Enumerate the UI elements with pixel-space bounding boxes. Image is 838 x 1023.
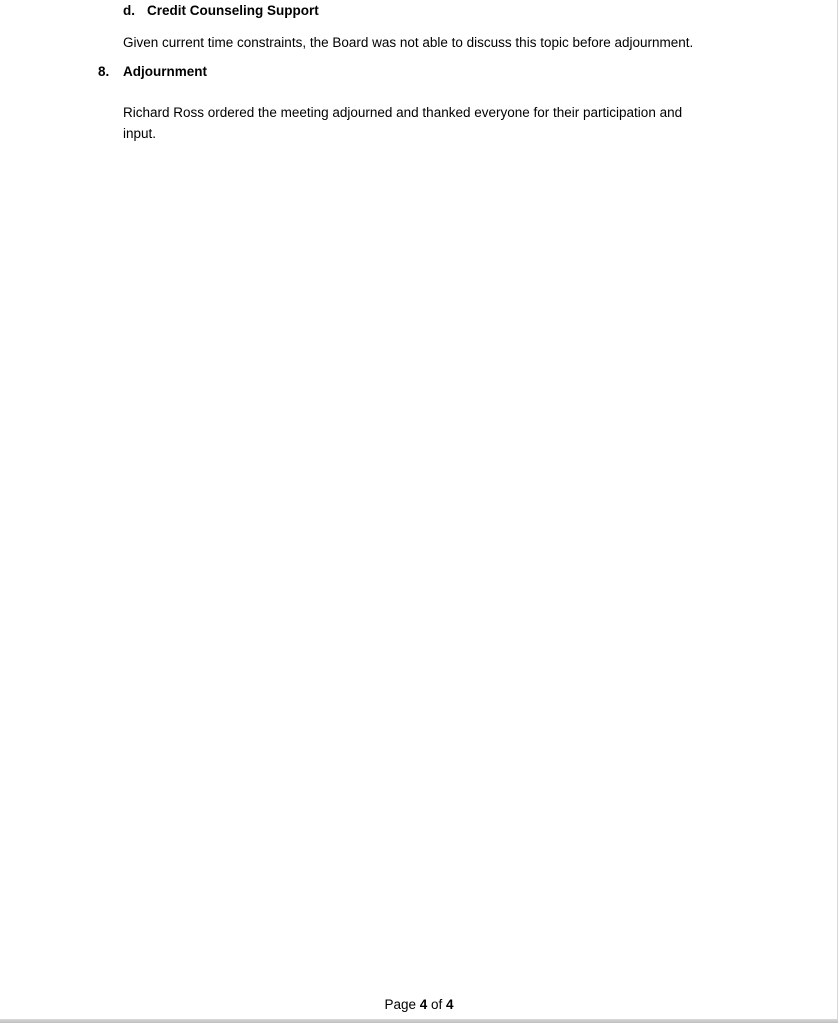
page-footer [0,997,838,1012]
subsection-heading [123,3,319,18]
total-page-count: 4 [446,997,454,1012]
page-edge-bottom [0,1019,838,1023]
subsection-marker: d. [123,3,135,18]
current-page-number: 4 [419,997,428,1012]
section-heading [98,64,207,79]
section-title: Adjournment [123,64,207,79]
section-paragraph: Richard Ross ordered the meeting adjourned and thanked everyone for their participation and input. [123,105,683,141]
of-label: of [431,997,443,1012]
subsection-paragraph: Given current time constraints, the Board was not able to discuss this topic before adjournment. [123,35,694,50]
section-number: 8. [98,64,110,79]
subsection-title: Credit Counseling Support [147,3,319,18]
page-label: Page [384,997,416,1012]
